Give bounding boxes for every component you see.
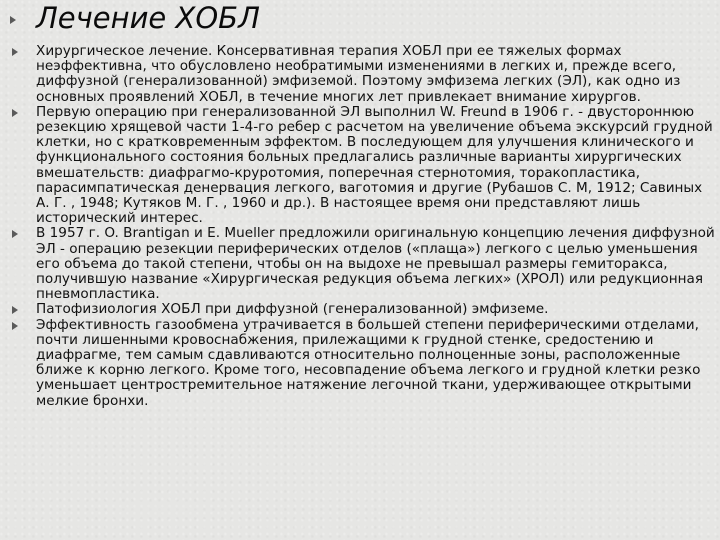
slide-title: Лечение ХОБЛ	[36, 1, 260, 35]
bullet-arrow-icon	[12, 230, 18, 238]
bullet-arrow-icon	[12, 109, 18, 117]
list-item	[0, 226, 720, 302]
bullet-arrow-icon	[10, 16, 16, 24]
bullet-arrow-icon	[12, 322, 18, 330]
bullet-text: Хирургическое лечение. Консервативная терапия ХОБЛ при ее тяжелых формах неэффективна, что обусловлено необратимыми изменениями в легких и, прежде всего, диффузной (генерализованной) эмфиземой. Поэтому эмфизема легких (ЭЛ), как одно из основных проявлений ХОБЛ, в течение многих лет привлекает внимание хирургов.	[36, 43, 681, 105]
list-item	[0, 318, 720, 409]
smudge-mark	[90, 497, 230, 521]
bullet-text: Эффективность газообмена утрачивается в большей степени периферическими отделами, почти лишенными кровоснабжения, прилежащими к грудной стенке, средостению и диафрагме, тем самым сдавливаются относительно полноценные зоны, расположенные ближе к корню легкого. Кроме того, несовпадение объема легкого и грудной клетки резко уменьшает центростремительное натяжение легочной ткани, удерживающее открытыми мелкие бронхи.	[36, 316, 701, 409]
list-item	[0, 105, 720, 227]
list-item	[0, 302, 720, 317]
bullet-text: Первую операцию при генерализованной ЭЛ выполнил W. Freund в 1906 г. - двустороннюю резекцию хрящевой части 1-4-го ребер с расчетом на увеличение объема экскурсий грудной клетки, но с кратковременным эффектом. В последующем для улучшения клинического и функционального состояния больных предлагались различные варианты хирургических вмешательств: диафрагмо-круротомия, поперечная стернотомия, торакопластика, парасимпатическая денервация легкого, ваготомия и другие (Рубашов С. М, 1912; Савиных А. Г. , 1948; Кутяков М. Г. , 1960 и др.). В настоящее время они представляют лишь исторический интерес.	[36, 103, 713, 227]
list-item	[0, 44, 720, 105]
bullet-list	[0, 44, 720, 409]
bullet-arrow-icon	[12, 48, 18, 56]
title-row	[0, 0, 720, 44]
bullet-text: Патофизиология ХОБЛ при диффузной (генерализованной) эмфиземе.	[36, 301, 549, 318]
bullet-arrow-icon	[12, 306, 18, 314]
bullet-text: В 1957 г. O. Brantigan и E. Mueller предложили оригинальную концепцию лечения диффузной ЭЛ - операцию резекции периферических отделов («плаща») легкого с целью уменьшения его объема до такой степени, чтобы он на выдохе не превышал размеры гемиторакса, получившую название «Хирургическая редукция объема легких» (ХРОЛ) или редукционная пневмопластика.	[36, 225, 715, 303]
